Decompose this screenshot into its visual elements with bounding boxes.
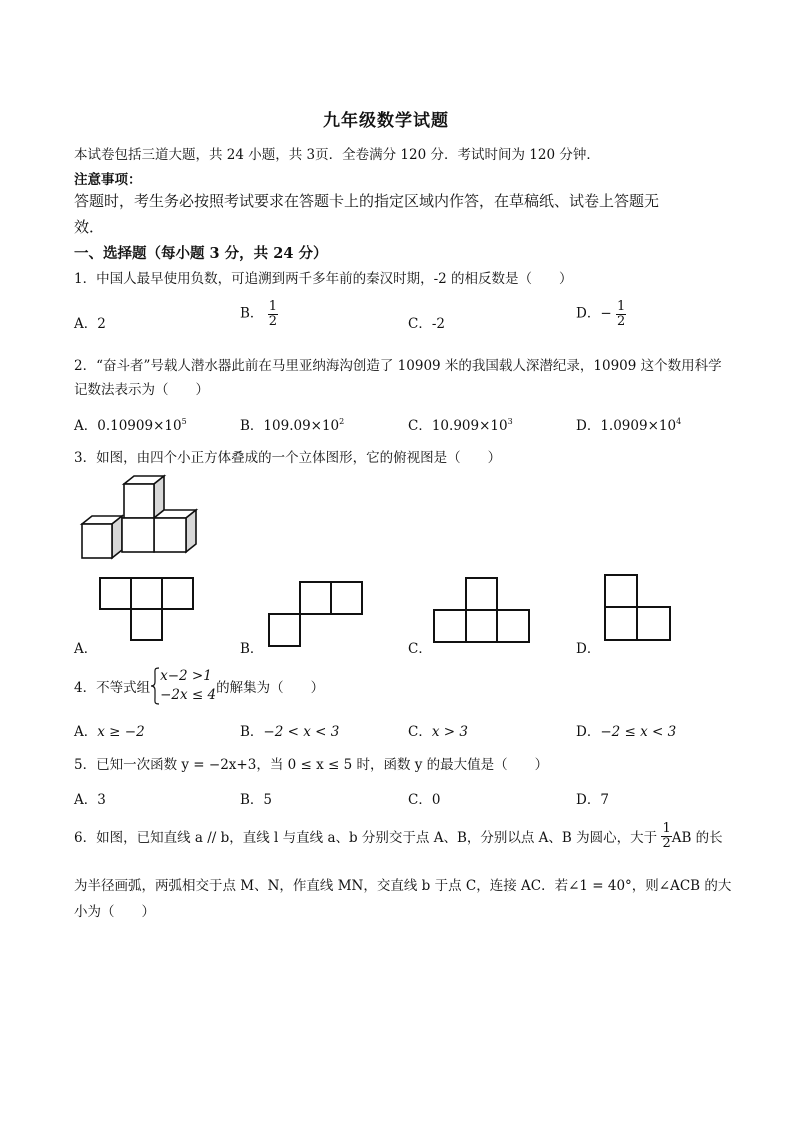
fraction: $\frac{1}{2}$ <box>616 299 626 329</box>
option-label: B． <box>240 724 264 740</box>
q3-option-b-figure[interactable] <box>267 580 365 648</box>
q4-option-a[interactable] <box>74 720 145 740</box>
brace-icon <box>150 667 160 705</box>
option-value: −2 ≤ x < 3 <box>600 724 677 740</box>
q3-option-d-label[interactable]: D． <box>576 641 601 657</box>
q3-option-a-figure[interactable] <box>98 576 196 642</box>
option-value: 109.09×10 <box>263 418 340 434</box>
option-label: C． <box>408 724 432 740</box>
q2-option-c[interactable] <box>408 414 513 434</box>
q1-option-a[interactable] <box>74 312 106 332</box>
option-label: C． <box>408 316 432 332</box>
q5-option-c[interactable] <box>408 788 440 808</box>
option-value: 0.10909×10 <box>97 418 182 434</box>
option-value: x ≥ −2 <box>97 724 145 740</box>
question-6-stem-line-2: 为半径画弧，两弧相交于点 M、N，作直线 MN，交直线 b 于点 C，连接 AC．若∠1 = 40°，则∠ACB 的大 <box>74 878 732 894</box>
cube-solid-figure <box>78 472 202 562</box>
q1-option-b[interactable] <box>240 300 278 328</box>
option-value: 10.909×10 <box>431 418 508 434</box>
q1-option-c[interactable] <box>408 312 445 332</box>
option-value: 2 <box>97 316 106 332</box>
question-4-stem <box>74 667 324 705</box>
option-value: 3 <box>97 792 106 808</box>
option-label: B． <box>240 305 264 322</box>
option-value: 5 <box>263 792 273 808</box>
option-label: D． <box>576 305 601 322</box>
option-label: B． <box>240 418 264 434</box>
option-label: A． <box>74 316 98 332</box>
option-label: A． <box>74 724 98 740</box>
q3-option-c-label[interactable]: C． <box>408 641 432 657</box>
exponent: 2 <box>339 417 345 426</box>
q3-option-c-figure[interactable] <box>432 576 532 644</box>
exponent: 3 <box>507 417 513 426</box>
exponent: 5 <box>181 417 187 426</box>
exam-intro: 本试卷包括三道大题，共 24 小题，共 3页．全卷满分 120 分．考试时间为 120 分钟． <box>74 147 600 163</box>
q2-option-d[interactable] <box>576 414 681 434</box>
question-3-stem: 3．如图，由四个小正方体叠成的一个立体图形，它的俯视图是（ ） <box>74 450 502 466</box>
fraction: $\frac{1}{2}$ <box>662 821 671 851</box>
q3-option-b-label[interactable]: B． <box>240 641 264 657</box>
option-label: D． <box>576 724 601 740</box>
fraction: $\frac{1}{2}$ <box>268 299 277 329</box>
option-label: D． <box>576 792 601 808</box>
q1-option-d[interactable] <box>576 300 626 328</box>
q5-option-b[interactable] <box>240 788 272 808</box>
section-heading: 一、选择题（每小题 3 分，共 24 分） <box>74 245 328 262</box>
minus-sign: − <box>600 305 612 322</box>
option-label: A． <box>74 418 98 434</box>
q4-option-b[interactable] <box>240 720 339 740</box>
notice-line-1: 答题时，考生务必按照考试要求在答题卡上的指定区域内作答，在草稿纸、试卷上答题无 <box>74 192 660 210</box>
q4-option-d[interactable] <box>576 720 676 740</box>
notice-heading: 注意事项： <box>74 172 142 188</box>
option-label: C． <box>408 418 432 434</box>
q3-option-d-figure[interactable] <box>603 573 673 643</box>
option-label: A． <box>74 792 98 808</box>
stem-prefix: 4．不等式组 <box>74 680 151 696</box>
question-6-stem-line-1 <box>74 822 723 850</box>
option-value: −2 < x < 3 <box>263 724 340 740</box>
question-2-stem-line-1: 2．“奋斗者”号载人潜水器此前在马里亚纳海沟创造了 10909 米的我国载人深潜纪录，10909 这个数用科学 <box>74 358 722 374</box>
option-label: C． <box>408 792 432 808</box>
q5-option-d[interactable] <box>576 788 609 808</box>
notice-line-2: 效． <box>74 218 105 236</box>
inequality-1: x−2 >1 <box>160 668 212 684</box>
inequality-2: −2x ≤ 4 <box>160 687 217 703</box>
page-title: 九年级数学试题 <box>323 111 449 131</box>
question-5-stem: 5．已知一次函数 y = −2x+3，当 0 ≤ x ≤ 5 时，函数 y 的最大值是（ ） <box>74 757 549 773</box>
option-value: x > 3 <box>431 724 468 740</box>
question-2-stem-line-2: 记数法表示为（ ） <box>74 382 209 398</box>
stem-text: 6．如图，已知直线 a // b，直线 l 与直线 a、b 分别交于点 A、B，分别以点 A、B 为圆心，大于 <box>74 830 658 847</box>
option-value: 0 <box>431 792 441 808</box>
q2-option-a[interactable] <box>74 414 187 434</box>
stem-suffix: 的解集为（ ） <box>216 680 325 696</box>
option-label: B． <box>240 792 264 808</box>
q5-option-a[interactable] <box>74 788 106 808</box>
question-1-stem: 1．中国人最早使用负数，可追溯到两千多年前的秦汉时期，-2 的相反数是（ ） <box>74 271 573 287</box>
option-value: 7 <box>600 792 609 808</box>
q2-option-b[interactable] <box>240 414 344 434</box>
inequality-system <box>150 667 216 705</box>
exponent: 4 <box>676 417 682 426</box>
q3-option-a-label[interactable]: A． <box>74 641 98 657</box>
option-value: 1.0909×10 <box>600 418 677 434</box>
stem-text: AB 的长 <box>671 830 723 847</box>
question-6-stem-line-3: 小为（ ） <box>74 904 155 920</box>
option-value: -2 <box>431 316 445 332</box>
option-label: D． <box>576 418 601 434</box>
q4-option-c[interactable] <box>408 720 468 740</box>
